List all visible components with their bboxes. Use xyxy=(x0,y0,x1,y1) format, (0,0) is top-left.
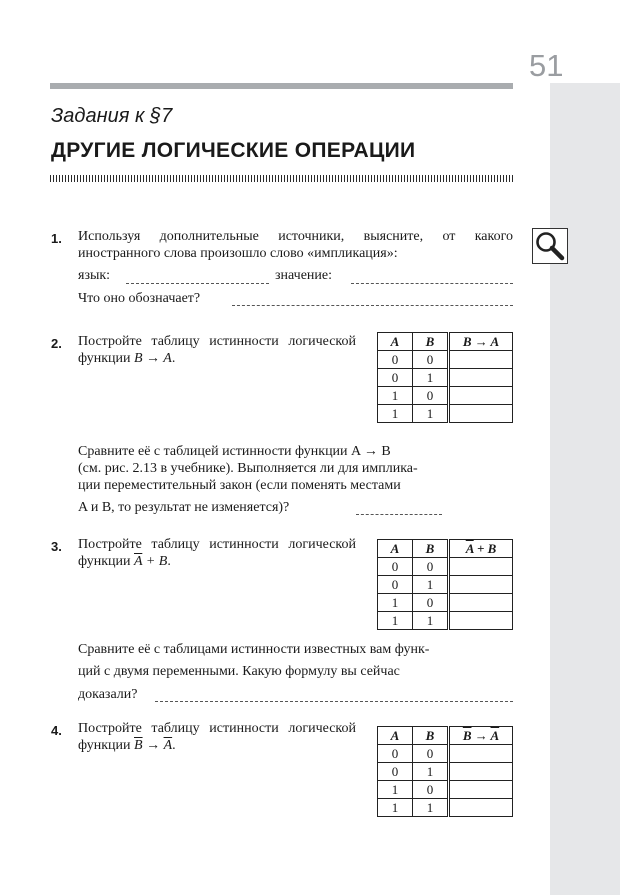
answer-cell[interactable] xyxy=(449,387,513,405)
section-title: ДРУГИЕ ЛОГИЧЕСКИЕ ОПЕРАЦИИ xyxy=(51,139,416,162)
table-cell: 1 xyxy=(413,405,449,423)
table-cell: 1 xyxy=(378,612,413,630)
task-2-followup-2: (см. рис. 2.13 в учебнике). Выполняется ли для имплика- xyxy=(78,461,418,476)
task-2-truth-table xyxy=(377,332,513,423)
table-cell: 0 xyxy=(378,745,413,763)
table-cell: 1 xyxy=(413,369,449,387)
answer-cell[interactable] xyxy=(449,799,513,817)
table-header: A xyxy=(378,333,413,351)
task-2-formula: B → A xyxy=(134,350,172,366)
table-cell: 0 xyxy=(413,781,449,799)
table-cell: 0 xyxy=(413,351,449,369)
task-3-followup-3: доказали? xyxy=(78,687,138,702)
task-3-followup-1: Сравните её с таблицами истинности известных вам функ- xyxy=(78,642,430,657)
table-cell: 1 xyxy=(378,781,413,799)
magnifier-icon xyxy=(532,228,568,264)
task-3-text: Постройте таблицу истинности логической функции $\overline{A} + B$. xyxy=(78,537,356,569)
table-cell: 1 xyxy=(378,799,413,817)
section-label: Задания к §7 xyxy=(51,105,173,127)
table-cell: 1 xyxy=(378,594,413,612)
table-cell: 0 xyxy=(413,594,449,612)
task-4-number: 4. xyxy=(51,723,62,738)
task-1-meaning-input[interactable] xyxy=(351,283,513,284)
task-1-text: Используя дополнительные источники, выясните, от какого иностранного слова произошло слово «импликация»: xyxy=(78,229,513,261)
task-1-language-input[interactable] xyxy=(126,283,269,284)
table-header: B xyxy=(413,540,449,558)
table-cell: 1 xyxy=(378,405,413,423)
task-3-number: 3. xyxy=(51,539,62,554)
table-header: A xyxy=(378,540,413,558)
task-3-formula-negation: $\overline{A}$ xyxy=(134,553,143,569)
task-2-followup-3: ции переместительный закон (если поменять местами xyxy=(78,478,401,493)
hatched-divider xyxy=(50,175,513,182)
table-cell: 1 xyxy=(413,612,449,630)
task-1-language-label: язык: xyxy=(78,268,111,283)
table-header: $\overline{B} \to \overline{A}$ xyxy=(449,727,513,745)
table-header: B → A xyxy=(449,333,513,351)
task-2-answer-input[interactable] xyxy=(356,514,442,515)
table-cell: 1 xyxy=(413,799,449,817)
answer-cell[interactable] xyxy=(449,369,513,387)
table-header: B xyxy=(413,727,449,745)
table-cell: 0 xyxy=(378,763,413,781)
table-cell: 0 xyxy=(378,576,413,594)
table-cell: 0 xyxy=(413,558,449,576)
task-1-number: 1. xyxy=(51,231,62,246)
table-cell: 0 xyxy=(413,387,449,405)
task-4-text: Постройте таблицу истинности логической функции $\overline{B} \to \overline{A}$. xyxy=(78,721,356,753)
answer-cell[interactable] xyxy=(449,594,513,612)
task-3-truth-table xyxy=(377,539,513,630)
task-2-text: Постройте таблицу истинности логической функции B → A. xyxy=(78,334,356,366)
answer-cell[interactable] xyxy=(449,612,513,630)
answer-cell[interactable] xyxy=(449,405,513,423)
table-cell: 1 xyxy=(413,763,449,781)
table-header: B xyxy=(413,333,449,351)
page-number: 51 xyxy=(529,48,564,83)
table-cell: 0 xyxy=(378,369,413,387)
table-header: A xyxy=(378,727,413,745)
task-3-followup-2: ций с двумя переменными. Какую формулу вы сейчас xyxy=(78,664,400,679)
table-cell: 0 xyxy=(378,558,413,576)
table-header: $\overline{A} + B$ xyxy=(449,540,513,558)
header-rule xyxy=(50,83,513,89)
answer-cell[interactable] xyxy=(449,576,513,594)
task-1-question-input[interactable] xyxy=(232,305,513,306)
answer-cell[interactable] xyxy=(449,745,513,763)
task-2-number: 2. xyxy=(51,336,62,351)
margin-strip xyxy=(550,83,620,895)
answer-cell[interactable] xyxy=(449,558,513,576)
answer-cell[interactable] xyxy=(449,351,513,369)
table-cell: 0 xyxy=(378,351,413,369)
table-cell: 0 xyxy=(413,745,449,763)
answer-cell[interactable] xyxy=(449,781,513,799)
table-cell: 1 xyxy=(378,387,413,405)
task-1-meaning-label: значение: xyxy=(275,268,333,283)
task-1-question-label: Что оно обозначает? xyxy=(78,291,201,306)
answer-cell[interactable] xyxy=(449,763,513,781)
task-3-answer-input[interactable] xyxy=(155,701,513,702)
table-cell: 1 xyxy=(413,576,449,594)
task-2-followup-4: A и B, то результат не изменяется)? xyxy=(78,500,290,515)
task-2-followup-1: Сравните её с таблицей истинности функции A → B xyxy=(78,444,391,459)
task-4-truth-table xyxy=(377,726,513,817)
